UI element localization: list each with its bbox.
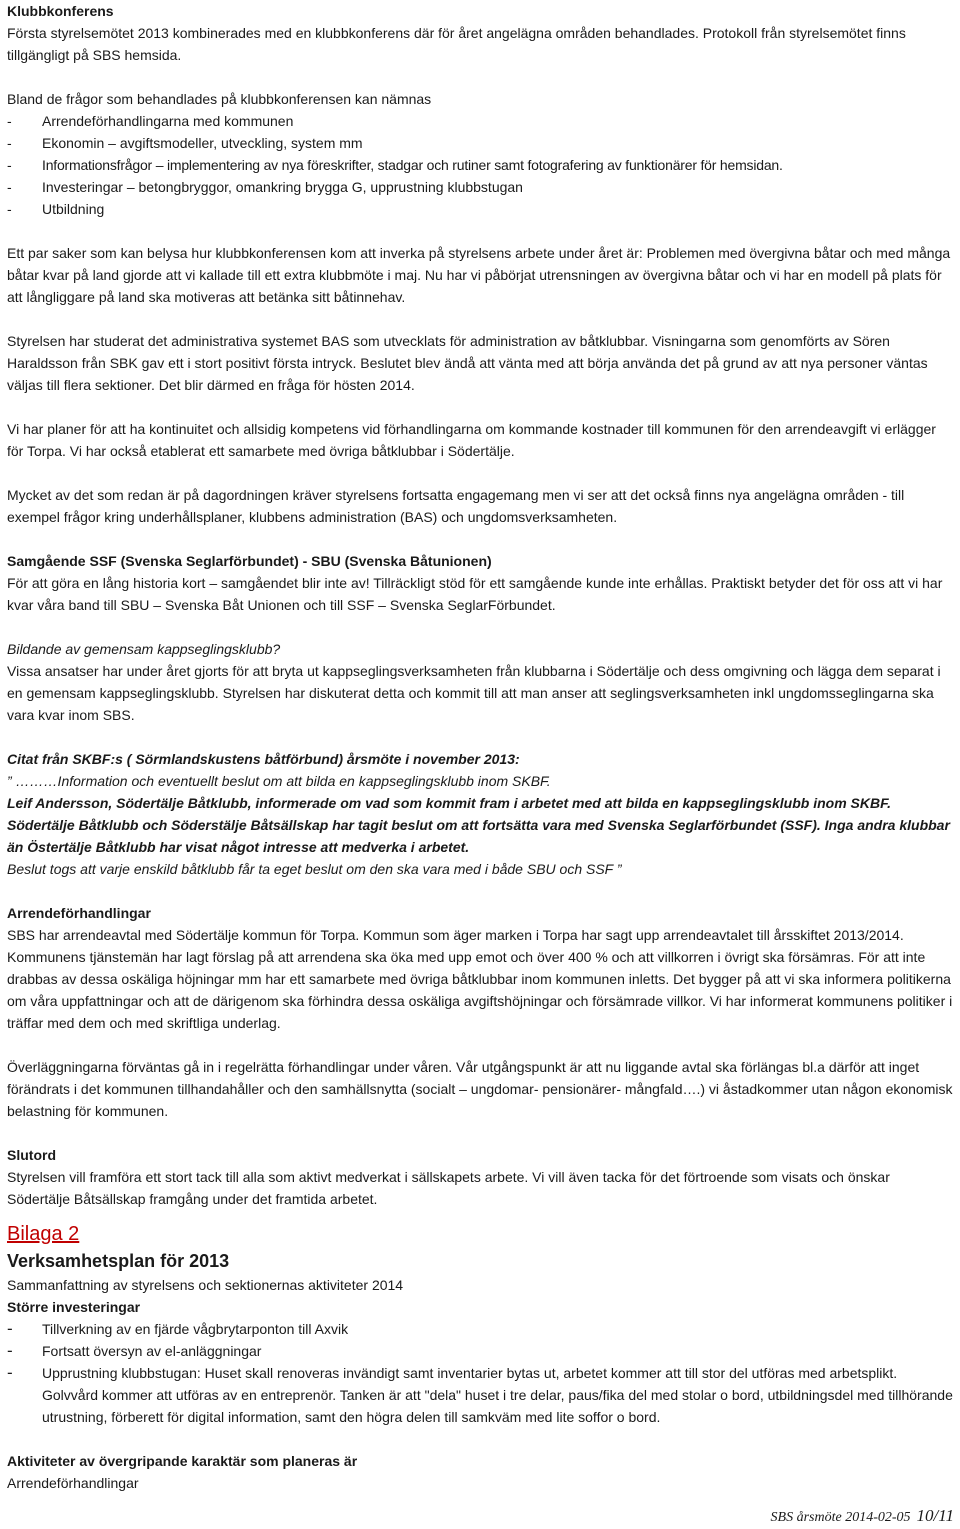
kappseglingsklubb-text: Vissa ansatser har under året gjorts för att bryta ut kappseglingsverksamheten från klubbarna i Södertälje och dess omgivning och lägga dem separat i en gemensam kappseglingsklubb. Styrelsen har diskuterat detta och kommit till att man anser att seglingsverksamheten inkl ungdomsseglingarna ska vara kvar inom SBS. xyxy=(7,663,941,723)
list-item: - Utbildning xyxy=(7,201,105,217)
citat-bold-text: Leif Andersson, Södertälje Båtklubb, informerade om vad som kommit fram i arbetet med att bilda en kappseglingsklubb inom SKBF. Södertälje Båtklubb och Söderstälje Båtsällskap har tagit beslut om att fortsätta vara med Svenska Seglarförbundet (SSF). Inga andra klubbar än Östertälje Båtklubb har visat något intresse att medverka i arbetet. xyxy=(7,795,950,855)
slutord-text: Styrelsen vill framföra ett stort tack till alla som aktivt medverkat i sällskapets arbete. Vi vill även tacka för det förtroende som visats och önskar Södertälje Båtsällskap framgång under det framtida arbetet. xyxy=(7,1169,890,1207)
list-item: - Arrendeförhandlingarna med kommunen xyxy=(7,113,294,129)
verksamhetsplan-subtitle: Sammanfattning av styrelsens och sektionernas aktiviteter 2014 xyxy=(7,1277,404,1293)
aktiviteter-heading: Aktiviteter av övergripande karaktär som planeras är xyxy=(7,1453,358,1469)
klubbkonferens-paragraph-1: Ett par saker som kan belysa hur klubbkonferensen kom att inverka på styrelsens arbete under året är: Problemen med övergivna båtar och med många båtar kvar på land gjorde att vi kallade till ett extra klubbmöte i maj. Nu har vi påbörjat utrensningen av övergivna båtar och vi har en modell på plats för att långliggare på land ska motiveras att betänka sitt båtinnehav. xyxy=(7,245,951,305)
document-page xyxy=(7,0,955,1494)
bilaga-label: Bilaga 2 xyxy=(7,1223,80,1245)
section-heading-samgaende: Samgående SSF (Svenska Seglarförbundet) - SBU (Svenska Båtunionen) xyxy=(7,553,492,569)
investeringar-heading: Större investeringar xyxy=(7,1299,141,1315)
klubbkonferens-paragraph-4: Mycket av det som redan är på dagordningen kräver styrelsens fortsatta engagemang men vi ser att det också finns nya angelägna områden - till exempel frågor kring underhållsplaner, klubbens administration (BAS) och ungdomsverksamheten. xyxy=(7,487,905,525)
sub-heading-kappseglingsklubb: Bildande av gemensam kappseglingsklubb? xyxy=(7,641,281,657)
section-heading-klubbkonferens: Klubbkonferens xyxy=(7,3,114,19)
page-number: 10/11 xyxy=(916,1506,954,1525)
arrende-paragraph-2: Överläggningarna förväntas gå in i regelrätta förhandlingar under våren. Vår utgångspunkt är att nu liggande avtal ska förlängas bl.a därför att inget förändrats i det kommunen tillhandahåller och den samhällsnytta (socialt – ungdomar- pensionärer- mångfald….) vi åstadkommer utan någon ekonomisk belastning för kommunen. xyxy=(7,1059,953,1119)
citat-line-1: ” ………Information och eventuellt beslut om att bilda en kappseglingsklubb inom SKBF. xyxy=(7,773,551,789)
verksamhetsplan-title: Verksamhetsplan för 2013 xyxy=(7,1251,230,1271)
list-item: - Upprustning klubbstugan: Huset skall renoveras invändigt samt inventarier bytas ut, arbetet kommer att till stor del utföras med arbetsplikt. Golvvård kommer att utföras av en entreprenör. Tanken är att "dela" huset i tre delar, paus/fika del med stolar o bord, utbildningsdel med tillhörande utrustning, förberett för digital information, samt den högra delen till samkväm med lite soffor o bord. xyxy=(7,1363,953,1425)
investeringar-list xyxy=(7,1318,955,1428)
list-item: - Tillverkning av en fjärde vågbrytarponton till Axvik xyxy=(7,1319,349,1338)
klubbkonferens-paragraph-2: Styrelsen har studerat det administrativa systemet BAS som utvecklats för administration av båtklubbar. Visningarna som genomförts av Sören Haraldsson från SBK gav ett i stort positivt första intryck. Beslutet blev ändå att vänta med att börja använda det på grund av att nya personer väntas väljas till flera sektioner. Det blir därmed en fråga för hösten 2014. xyxy=(7,333,928,393)
section-heading-slutord: Slutord xyxy=(7,1147,56,1163)
list-item: - Ekonomin – avgiftsmodeller, utveckling, system mm xyxy=(7,135,363,151)
footer-text: SBS årsmöte 2014-02-05 xyxy=(770,1510,911,1525)
list-item: - Investeringar – betongbryggor, omankring brygga G, upprustning klubbstugan xyxy=(7,179,523,195)
citat-last-line: Beslut togs att varje enskild båtklubb får ta eget beslut om den ska vara med i både SBU och SSF ” xyxy=(7,861,622,877)
list-item: - Fortsatt översyn av el-anläggningar xyxy=(7,1341,262,1360)
citat-heading: Citat från SKBF:s ( Sörmlandskustens båtförbund) årsmöte i november 2013: xyxy=(7,751,520,767)
aktiviteter-first-item: Arrendeförhandlingar xyxy=(7,1475,139,1491)
arrende-paragraph-1: SBS har arrendeavtal med Södertälje kommun för Torpa. Kommun som äger marken i Torpa har sagt upp arrendeavtalet till årsskiftet 2013/2014. Kommunens tjänstemän har lagt förslag på att arrendena ska öka med upp emot och över 400 % och att villkorren i övrigt ska försämras. För att inte drabbas av dessa oskäliga höjningar mm har ett samarbete med övriga båtklubbar inom kommunen inletts. Det bygger på att vi ska informera politikerna om våra uppfattningar och att de därigenom ska förhindra dessa oskäliga avgiftshöjningar och försämrade villkor. Vi har informerat kommunens politiker i träffar med dem och med skriftliga underlag. xyxy=(7,927,953,1031)
klubbkonferens-list xyxy=(7,110,955,220)
klubbkonferens-paragraph-3: Vi har planer för att ha kontinuitet och allsidig kompetens vid förhandlingarna om kommande kostnader till kommunen för den arrendeavgift vi erlägger för Torpa. Vi har också etablerat ett samarbete med övriga båtklubbar i Södertälje. xyxy=(7,421,936,459)
samgaende-text: För att göra en lång historia kort – samgåendet blir inte av! Tillräckligt stöd för ett samgående kunde inte erhållas. Praktiskt betyder det för oss att vi har kvar våra band till SBU – Svenska Båt Unionen och till SSF – Svenska SeglarFörbundet. xyxy=(7,575,943,613)
section-heading-arrende: Arrendeförhandlingar xyxy=(7,905,151,921)
klubbkonferens-intro: Första styrelsemötet 2013 kombinerades med en klubbkonferens där för året angelägna områden behandlades. Protokoll från styrelsemötet finns tillgängligt på SBS hemsida. xyxy=(7,25,906,63)
list-item: - Informationsfrågor – implementering av nya föreskrifter, stadgar och rutiner samt fotografering av funktionärer för hemsidan. xyxy=(7,157,783,173)
page-footer xyxy=(771,1505,954,1529)
klubbkonferens-list-intro: Bland de frågor som behandlades på klubbkonferensen kan nämnas xyxy=(7,91,432,107)
